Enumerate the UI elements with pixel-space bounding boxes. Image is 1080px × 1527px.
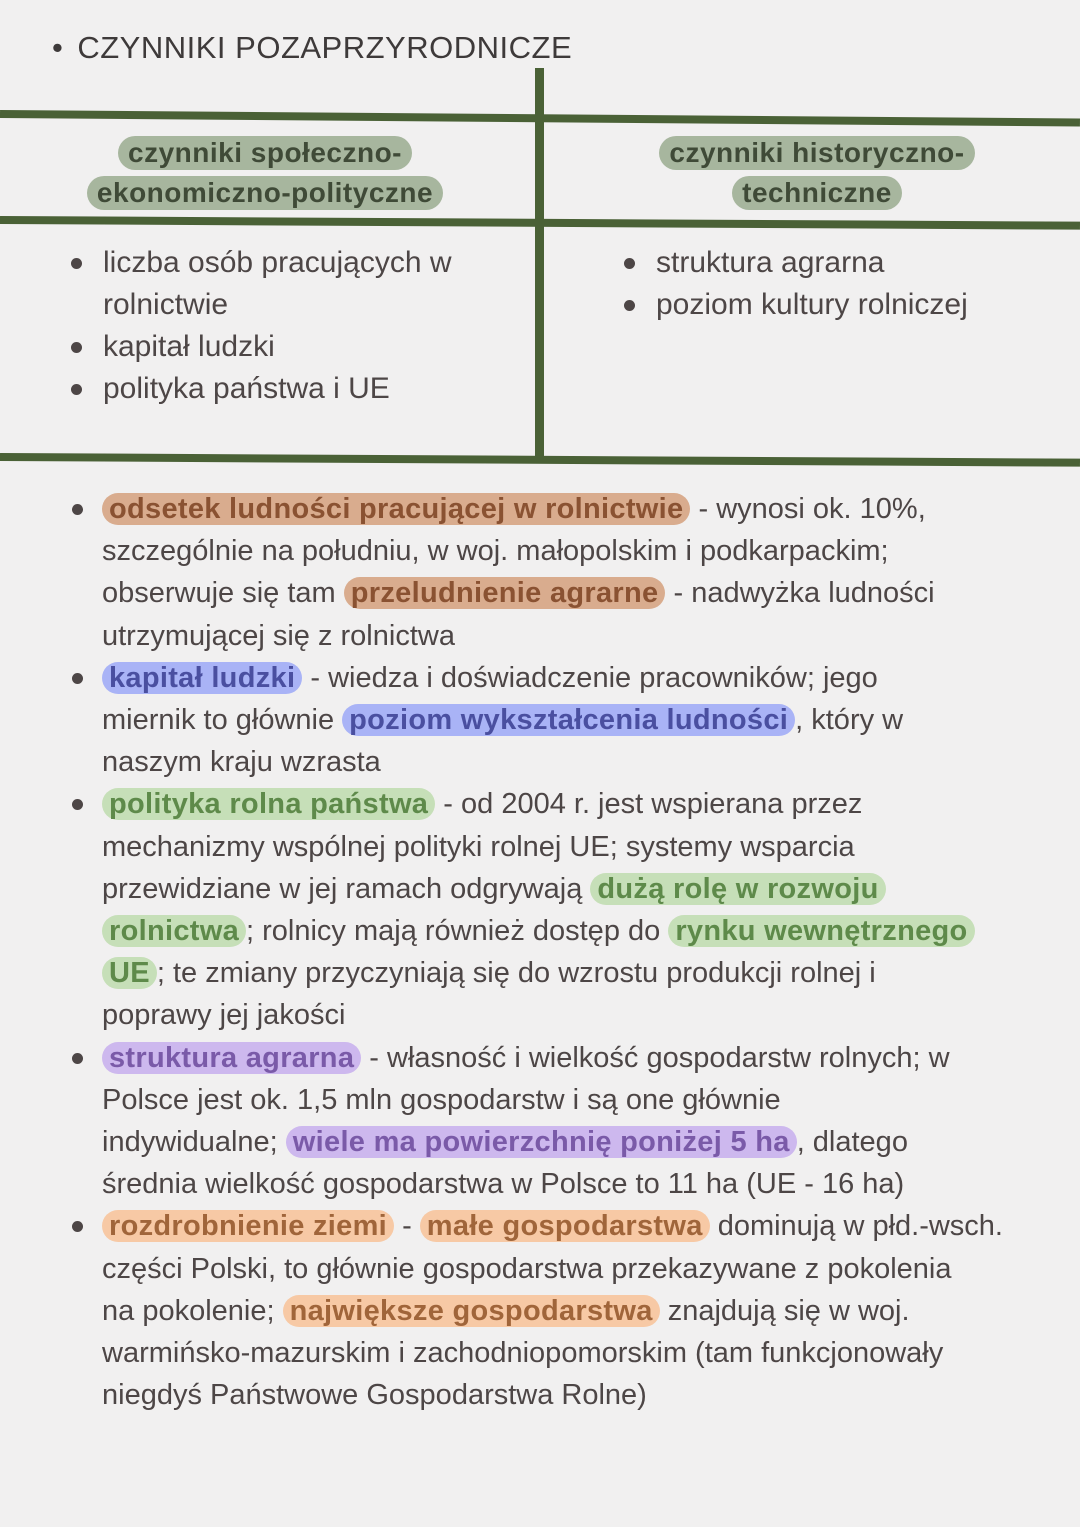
highlighted-term: wiele ma powierzchnię poniżej 5 ha <box>286 1126 797 1158</box>
note-item <box>102 1037 1003 1206</box>
note-line <box>102 1037 1003 1079</box>
note-line <box>102 910 1003 952</box>
note-line <box>102 826 1003 868</box>
note-item <box>102 657 1003 784</box>
note-text: - od 2004 r. jest wspierana przez <box>435 788 863 821</box>
note-line <box>102 1163 1003 1205</box>
highlighted-term: UE <box>102 957 157 989</box>
highlighted-term: przeludnienie agrarne <box>344 577 666 609</box>
section-title <box>52 30 572 66</box>
note-line <box>102 868 1003 910</box>
note-text: niegdyś Państwowe Gospodarstwa Rolne) <box>102 1379 647 1412</box>
list-item-text: poziom kultury rolniczej <box>656 288 968 321</box>
list-item <box>608 284 968 326</box>
note-line <box>102 952 1003 994</box>
note-text: na pokolenie; <box>102 1294 283 1327</box>
note-text: - wiedza i doświadczenie pracowników; jego <box>302 661 878 694</box>
header-label: czynniki społeczno- <box>118 136 412 170</box>
highlighted-term: rynku wewnętrznego <box>668 915 974 947</box>
highlighted-term: polityka rolna państwa <box>102 788 435 820</box>
note-text: części Polski, to głównie gospodarstwa przekazywane z pokolenia <box>102 1252 952 1285</box>
note-item <box>102 783 1003 1036</box>
highlighted-term: dużą rolę w rozwoju <box>590 873 885 905</box>
highlighted-term: największe gospodarstwa <box>283 1295 660 1327</box>
note-line <box>102 699 1003 741</box>
note-line <box>102 783 1003 825</box>
note-text: naszym kraju wzrasta <box>102 746 381 779</box>
notes-list <box>102 488 1003 1416</box>
note-text: Polsce jest ok. 1,5 mln gospodarstw i są one głównie <box>102 1083 781 1116</box>
list-item-text: polityka państwa i UE <box>103 372 390 405</box>
note-text: znajdują się w woj. <box>659 1294 910 1327</box>
right-column-header <box>592 136 1042 216</box>
note-line <box>102 741 1003 783</box>
note-line <box>102 1332 1003 1374</box>
list-item <box>55 242 452 326</box>
note-line <box>102 1290 1003 1332</box>
list-item-text: rolnictwie <box>103 288 229 321</box>
title-bullet: • <box>52 30 64 65</box>
note-line <box>102 488 1003 530</box>
list-item <box>55 326 452 368</box>
note-line <box>102 530 1003 572</box>
note-text: szczególnie na południu, w woj. małopolskim i podkarpackim; <box>102 535 889 568</box>
note-text: - własność i wielkość gospodarstw rolnych; w <box>361 1041 950 1074</box>
note-text: - nadwyżka ludności <box>665 577 935 610</box>
note-text: mechanizmy wspólnej polityki rolnej UE; systemy wsparcia <box>102 830 855 863</box>
note-text: - wynosi ok. 10%, <box>690 493 926 525</box>
highlighted-term: odsetek ludności pracującej w rolnictwie <box>102 493 690 525</box>
note-line <box>102 572 1003 614</box>
note-item <box>102 488 1003 657</box>
note-line <box>102 1121 1003 1163</box>
highlighted-term: kapitał ludzki <box>102 662 302 694</box>
left-column-header <box>40 136 490 216</box>
list-item-text: liczba osób pracujących w <box>103 246 452 279</box>
note-text: utrzymującej się z rolnictwa <box>102 619 455 652</box>
highlighted-term: struktura agrarna <box>102 1042 361 1074</box>
note-line <box>102 1079 1003 1121</box>
note-text: warmińsko-mazurskim i zachodniopomorskim (tam funkcjonowały <box>102 1337 944 1370</box>
note-text: poprawy jej jakości <box>102 999 346 1032</box>
note-text: - <box>394 1210 420 1243</box>
header-label: czynniki historyczno- <box>659 136 974 170</box>
note-text: obserwuje się tam <box>102 577 344 610</box>
note-text: ; te zmiany przyczyniają się do wzrostu produkcji rolnej i <box>156 957 876 990</box>
note-line <box>102 1205 1003 1247</box>
note-text: średnia wielkość gospodarstwa w Polsce to 11 ha (UE - 16 ha) <box>102 1168 905 1201</box>
list-item-text: kapitał ludzki <box>103 330 275 363</box>
table-divider <box>535 68 544 458</box>
list-item-text: struktura agrarna <box>656 246 885 279</box>
header-label: techniczne <box>732 176 902 210</box>
header-label: ekonomiczno-polityczne <box>87 176 443 210</box>
note-text: indywidualne; <box>102 1126 286 1159</box>
left-column-list <box>55 242 452 410</box>
highlighted-term: małe gospodarstwa <box>420 1210 710 1242</box>
right-column-list <box>608 242 968 326</box>
note-text: , który w <box>795 704 904 737</box>
note-line <box>102 657 1003 699</box>
title-text: CZYNNIKI POZAPRZYRODNICZE <box>77 30 573 65</box>
list-item <box>608 242 968 284</box>
note-line <box>102 1248 1003 1290</box>
highlighted-term: poziom wykształcenia ludności <box>342 704 795 736</box>
note-text: , dlatego <box>796 1126 908 1159</box>
note-text: dominują w płd.-wsch. <box>709 1210 1003 1243</box>
note-item <box>102 1205 1003 1416</box>
note-line <box>102 1374 1003 1416</box>
note-text: miernik to głównie <box>102 704 343 737</box>
note-line <box>102 615 1003 657</box>
highlighted-term: rozdrobnienie ziemi <box>102 1210 394 1242</box>
note-text: przewidziane w jej ramach odgrywają <box>102 872 591 905</box>
note-line <box>102 994 1003 1036</box>
note-text: ; rolnicy mają również dostęp do <box>246 915 669 948</box>
highlighted-term: rolnictwa <box>102 915 246 947</box>
list-item <box>55 368 452 410</box>
